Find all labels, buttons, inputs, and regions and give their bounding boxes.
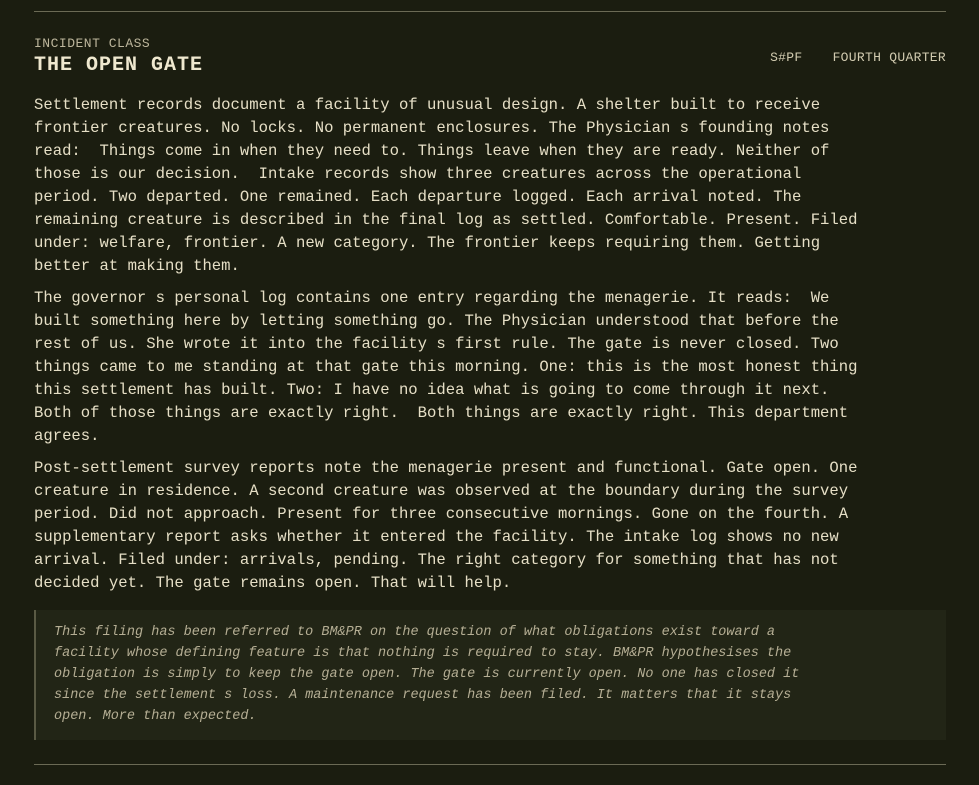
report-period: FOURTH QUARTER <box>832 50 946 65</box>
page-title: THE OPEN GATE <box>34 54 204 77</box>
report-meta <box>770 50 946 65</box>
paragraph-survey-reports: Post-settlement survey reports note the menagerie present and functional. Gate open. One creature in residence. A second creature was observed at the boundary during the survey period. Did not approach. Present for three consecutive mornings. Gone on the fourth. A supplementary report asks whether it entered the facility. The intake log shows no new arrival. Filed under: arrivals, pending. The right category for something that has not decided yet. The gate remains open. That will help. <box>34 459 858 592</box>
paragraph-governor-log: The governor s personal log contains one entry regarding the menagerie. It reads: We built something here by letting something go. The Physician understood that before the rest of us. She wrote it into the facility s first rule. The gate is never closed. Two things came to me standing at that gate this morning. One: this is the most honest thing this settlement has built. Two: I have no idea what is going to come through it next. Both of those things are exactly right. Both things are exactly right. This department agrees. <box>34 289 858 445</box>
paragraph-settlement-records: Settlement records document a facility of unusual design. A shelter built to receive frontier creatures. No locks. No permanent enclosures. The Physician s founding notes read: Things come in when they need to. Things leave when they are ready. Neither of those is our decision. Intake records show three creatures across the operational period. Two departed. One remained. Each departure logged. Each arrival noted. The remaining creature is described in the final log as settled. Comfortable. Present. Filed under: welfare, frontier. A new category. The frontier keeps requiring them. Getting better at making them. <box>34 96 858 275</box>
referral-note <box>34 610 946 740</box>
report-code: S#PF <box>770 50 803 65</box>
report-header <box>34 36 946 78</box>
referral-note-text: This filing has been referred to BM&PR on the question of what obligations exist toward a facility whose defining feature is that nothing is required to stay. BM&PR hypothesises the obligation is simply to keep the gate open. The gate is currently open. No one has closed it since the settlement s loss. A maintenance request has been filed. It matters that it stays open. More than expected. <box>54 625 800 724</box>
incident-class-label: INCIDENT CLASS <box>34 36 151 51</box>
report-body <box>34 94 946 604</box>
top-divider <box>34 11 946 12</box>
bottom-divider <box>34 764 946 765</box>
